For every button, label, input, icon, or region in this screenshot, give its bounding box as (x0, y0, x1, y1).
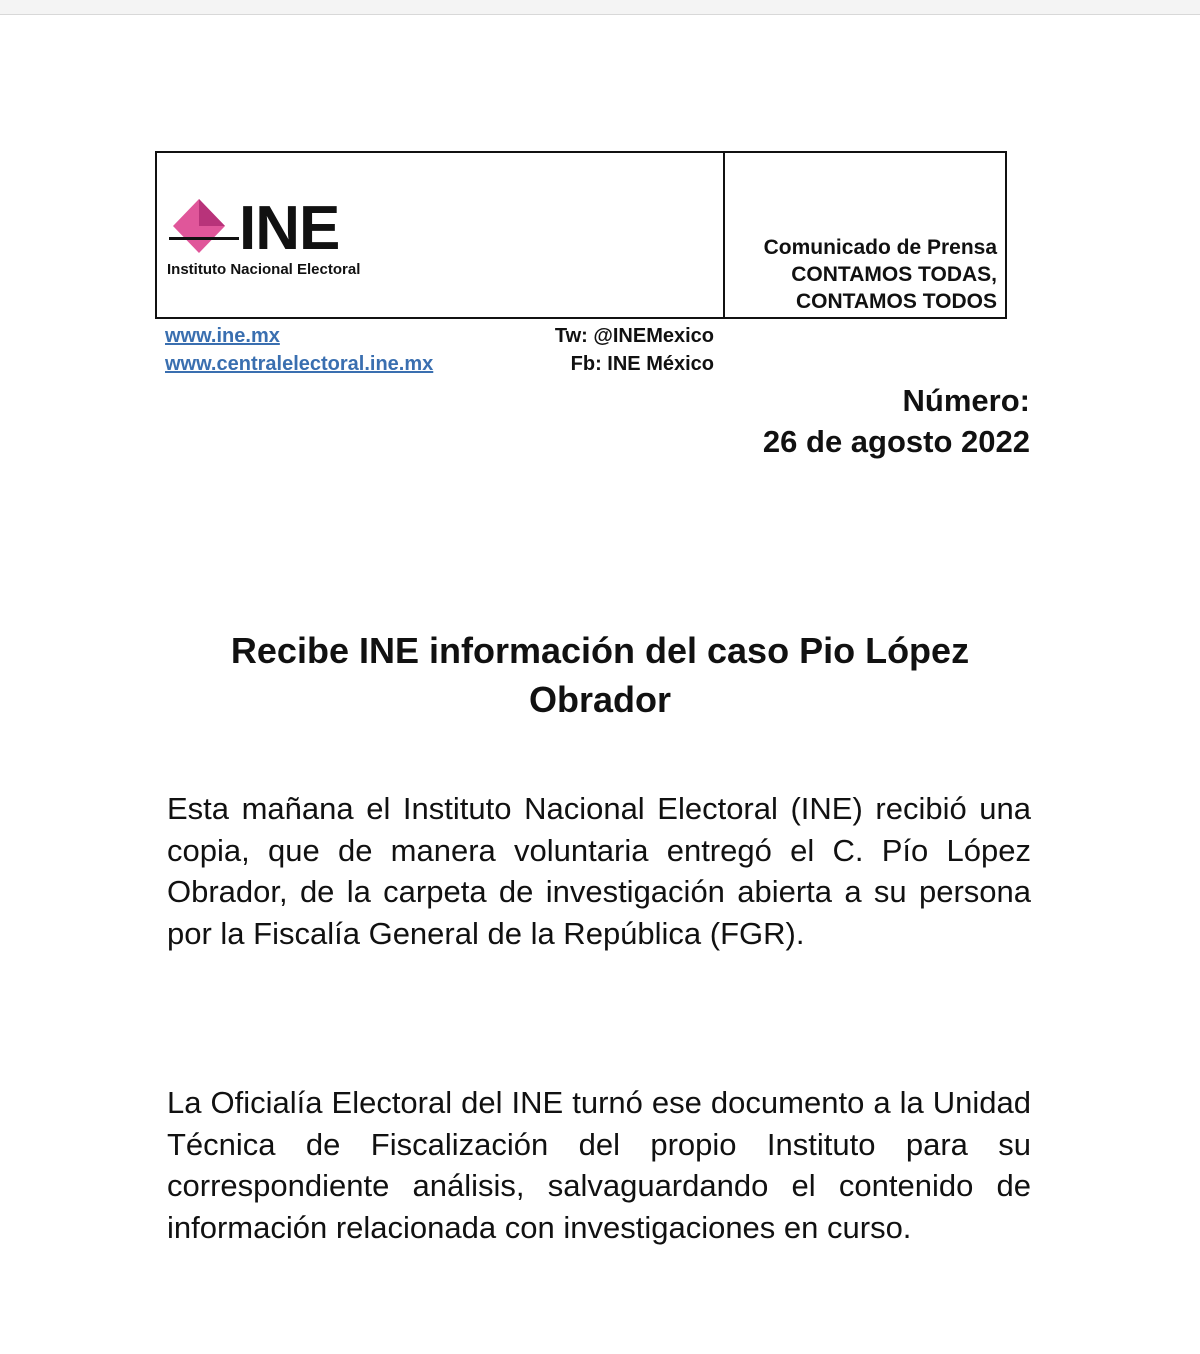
logo-subtitle: Instituto Nacional Electoral (167, 261, 361, 278)
social-handles (480, 322, 714, 378)
central-electoral-link[interactable]: www.centralelectoral.ine.mx (165, 353, 434, 375)
body-paragraph: Esta mañana el Instituto Nacional Electoral (INE) recibió una copia, que de manera voluntaria entregó el C. Pío López Obrador, de la carpeta de investigación abierta a su persona por la Fiscalía General de la República (FGR). (167, 791, 1031, 951)
release-meta (640, 380, 1030, 462)
header-line: CONTAMOS TODOS (795, 290, 997, 313)
ballot-diamond-icon (167, 193, 243, 259)
body-paragraph: La Oficialía Electoral del INE turnó ese documento a la Unidad Técnica de Fiscalización del propio Instituto para su correspondiente análisis, salvaguardando el contenido de información relacionada con investigaciones en curso. (167, 1085, 1031, 1245)
numero-label: Número: (902, 383, 1030, 418)
facebook-handle: Fb: INE México (570, 353, 714, 375)
press-release-label (727, 153, 997, 317)
ine-website-link[interactable]: www.ine.mx (165, 325, 280, 347)
header-divider (723, 153, 725, 317)
logo-wordmark: INE (239, 194, 340, 263)
ine-logo (167, 193, 397, 283)
viewer-top-bar (0, 0, 1200, 15)
header-line: CONTAMOS TODAS, (791, 263, 997, 286)
twitter-handle: Tw: @INEMexico (554, 325, 714, 347)
release-date: 26 de agosto 2022 (762, 424, 1030, 459)
header-line: Comunicado de Prensa (763, 236, 997, 259)
document-header (155, 151, 1007, 319)
website-links (165, 322, 433, 378)
release-title: Recibe INE información del caso Pio López Obrador (230, 630, 970, 720)
